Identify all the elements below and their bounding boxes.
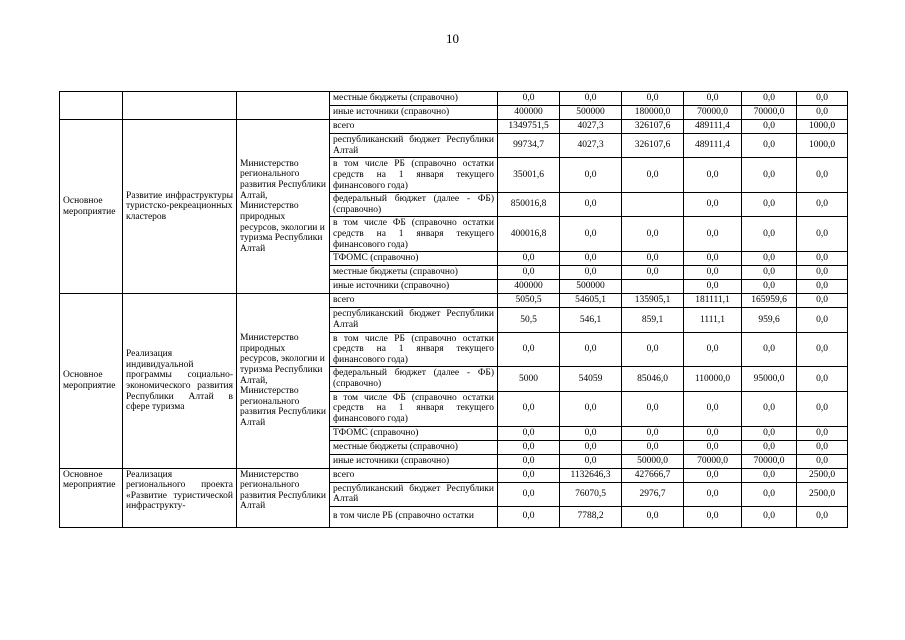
amount-cell: 35001,6 [498,158,560,193]
funding-source: в том числе РБ (справочно остатки [330,506,498,527]
amount-cell: 0,0 [498,426,560,440]
amount-cell: 500000 [560,106,622,120]
amount-cell: 85046,0 [622,367,684,391]
funding-source: в том числе РБ (справочно остатки средств на 1 января текущего финансового года) [330,332,498,367]
amount-cell: 0,0 [742,92,797,106]
amount-cell: 1000,0 [797,120,848,134]
amount-cell: 0,0 [498,391,560,426]
amount-cell: 2976,7 [622,482,684,506]
funding-source: республиканский бюджет Республики Алтай [330,134,498,158]
amount-cell: 4027,3 [560,120,622,134]
amount-cell: 0,0 [742,266,797,280]
activity-type [60,92,123,120]
amount-cell: 500000 [560,280,622,294]
amount-cell: 95000,0 [742,367,797,391]
amount-cell: 0,0 [797,367,848,391]
amount-cell: 400000 [498,106,560,120]
amount-cell: 2500,0 [797,482,848,506]
amount-cell: 0,0 [742,134,797,158]
table-row [60,92,848,106]
amount-cell: 0,0 [742,332,797,367]
amount-cell: 0,0 [742,506,797,527]
amount-cell [622,193,684,217]
amount-cell: 70000,0 [742,454,797,468]
amount-cell: 0,0 [797,193,848,217]
funding-source: иные источники (справочно) [330,454,498,468]
funding-source: ТФОМС (справочно) [330,252,498,266]
funding-source: в том числе РБ (справочно остатки средств на 1 января текущего финансового года) [330,158,498,193]
funding-source: местные бюджеты (справочно) [330,92,498,106]
funding-table [59,91,848,528]
amount-cell: 0,0 [684,217,742,252]
amount-cell: 0,0 [797,106,848,120]
amount-cell: 1132646,3 [560,468,622,482]
funding-source: в том числе ФБ (справочно остатки средств на 1 января текущего финансового года) [330,391,498,426]
page-number: 10 [446,31,459,46]
amount-cell: 0,0 [498,332,560,367]
amount-cell: 0,0 [498,440,560,454]
activity-type: Основное мероприятие [60,294,123,468]
amount-cell: 400016,8 [498,217,560,252]
amount-cell: 0,0 [684,426,742,440]
amount-cell: 0,0 [684,391,742,426]
amount-cell: 0,0 [742,482,797,506]
amount-cell: 959,6 [742,308,797,332]
amount-cell: 400000 [498,280,560,294]
table-row [60,120,848,134]
amount-cell: 0,0 [797,280,848,294]
amount-cell: 326107,6 [622,120,684,134]
amount-cell: 0,0 [797,454,848,468]
amount-cell: 0,0 [742,217,797,252]
amount-cell: 0,0 [797,506,848,527]
amount-cell: 0,0 [797,158,848,193]
amount-cell: 1111,1 [684,308,742,332]
table-body [60,92,848,528]
amount-cell: 0,0 [742,193,797,217]
amount-cell: 850016,8 [498,193,560,217]
amount-cell: 0,0 [797,294,848,308]
amount-cell: 0,0 [684,92,742,106]
amount-cell: 0,0 [742,252,797,266]
funding-source: республиканский бюджет Республики Алтай [330,482,498,506]
amount-cell: 2500,0 [797,468,848,482]
funding-source: ТФОМС (справочно) [330,426,498,440]
activity-name: Реализация индивидуальной программы социально-экономического развития Республики Алтай в сфере туризма [123,294,237,468]
amount-cell: 0,0 [742,426,797,440]
amount-cell: 0,0 [797,308,848,332]
amount-cell: 0,0 [622,266,684,280]
amount-cell: 1349751,5 [498,120,560,134]
amount-cell: 99734,7 [498,134,560,158]
amount-cell: 0,0 [498,468,560,482]
amount-cell: 0,0 [498,266,560,280]
amount-cell: 54605,1 [560,294,622,308]
funding-source: в том числе ФБ (справочно остатки средств на 1 января текущего финансового года) [330,217,498,252]
amount-cell: 0,0 [498,92,560,106]
amount-cell: 0,0 [622,391,684,426]
amount-cell: 0,0 [684,440,742,454]
amount-cell: 0,0 [797,332,848,367]
amount-cell: 135905,1 [622,294,684,308]
activity-name: Реализация регионального проекта «Развитие туристической инфраструкту- [123,468,237,527]
responsible-executor: Министерство регионального развития Республики Алтай, Министерство природных ресурсов, экологии и туризма Республики Алтай [237,120,330,294]
amount-cell: 0,0 [684,252,742,266]
amount-cell: 0,0 [742,120,797,134]
amount-cell: 165959,6 [742,294,797,308]
funding-source: федеральный бюджет (далее - ФБ) (справочно) [330,193,498,217]
amount-cell: 0,0 [560,391,622,426]
amount-cell: 0,0 [622,332,684,367]
amount-cell: 0,0 [622,158,684,193]
amount-cell: 180000,0 [622,106,684,120]
amount-cell: 4027,3 [560,134,622,158]
amount-cell [622,280,684,294]
amount-cell: 0,0 [560,252,622,266]
activity-name: Развитие инфраструктуры туристско-рекреационных кластеров [123,120,237,294]
amount-cell: 5000 [498,367,560,391]
funding-source: иные источники (справочно) [330,280,498,294]
amount-cell: 0,0 [684,468,742,482]
funding-source: всего [330,120,498,134]
amount-cell: 50000,0 [622,454,684,468]
amount-cell: 1000,0 [797,134,848,158]
amount-cell: 0,0 [684,266,742,280]
table-row [60,294,848,308]
amount-cell: 0,0 [797,252,848,266]
amount-cell: 0,0 [797,217,848,252]
funding-source: местные бюджеты (справочно) [330,266,498,280]
amount-cell: 0,0 [560,217,622,252]
amount-cell: 76070,5 [560,482,622,506]
responsible-executor: Министерство природных ресурсов, экологии и туризма Республики Алтай, Министерство регионального развития Республики Алтай [237,294,330,468]
amount-cell: 0,0 [684,482,742,506]
amount-cell: 489111,4 [684,120,742,134]
amount-cell: 0,0 [742,280,797,294]
amount-cell: 0,0 [684,332,742,367]
amount-cell: 54059 [560,367,622,391]
amount-cell: 0,0 [797,92,848,106]
amount-cell: 0,0 [684,280,742,294]
amount-cell: 70000,0 [684,454,742,468]
amount-cell: 110000,0 [684,367,742,391]
amount-cell: 0,0 [560,426,622,440]
funding-source: иные источники (справочно) [330,106,498,120]
amount-cell: 70000,0 [742,106,797,120]
amount-cell: 0,0 [797,391,848,426]
amount-cell: 0,0 [560,266,622,280]
amount-cell: 0,0 [622,252,684,266]
amount-cell: 70000,0 [684,106,742,120]
responsible-executor: Министерство регионального развития Республики Алтай [237,468,330,527]
amount-cell: 0,0 [560,440,622,454]
funding-source: всего [330,294,498,308]
responsible-executor [237,92,330,120]
amount-cell: 5050,5 [498,294,560,308]
amount-cell: 0,0 [622,426,684,440]
amount-cell: 0,0 [622,440,684,454]
amount-cell: 0,0 [560,92,622,106]
amount-cell: 489111,4 [684,134,742,158]
activity-name [123,92,237,120]
amount-cell: 0,0 [560,454,622,468]
amount-cell: 0,0 [797,266,848,280]
amount-cell: 0,0 [560,332,622,367]
amount-cell: 0,0 [622,217,684,252]
amount-cell: 181111,1 [684,294,742,308]
activity-type: Основное мероприятие [60,120,123,294]
amount-cell: 0,0 [684,193,742,217]
amount-cell: 0,0 [742,391,797,426]
amount-cell: 0,0 [498,482,560,506]
amount-cell: 0,0 [498,506,560,527]
amount-cell: 0,0 [684,158,742,193]
funding-source: всего [330,468,498,482]
amount-cell: 50,5 [498,308,560,332]
amount-cell: 0,0 [622,92,684,106]
amount-cell: 0,0 [560,158,622,193]
amount-cell: 0,0 [560,193,622,217]
amount-cell: 0,0 [622,506,684,527]
amount-cell: 0,0 [797,440,848,454]
table-row [60,468,848,482]
amount-cell: 0,0 [742,468,797,482]
amount-cell: 546,1 [560,308,622,332]
amount-cell: 0,0 [684,506,742,527]
funding-source: федеральный бюджет (далее - ФБ) (справочно) [330,367,498,391]
activity-type: Основное мероприятие [60,468,123,527]
amount-cell: 326107,6 [622,134,684,158]
amount-cell: 0,0 [498,252,560,266]
amount-cell: 0,0 [742,158,797,193]
amount-cell: 0,0 [742,440,797,454]
amount-cell: 0,0 [797,426,848,440]
amount-cell: 427666,7 [622,468,684,482]
funding-source: республиканский бюджет Республики Алтай [330,308,498,332]
amount-cell: 0,0 [498,454,560,468]
amount-cell: 7788,2 [560,506,622,527]
amount-cell: 859,1 [622,308,684,332]
funding-source: местные бюджеты (справочно) [330,440,498,454]
